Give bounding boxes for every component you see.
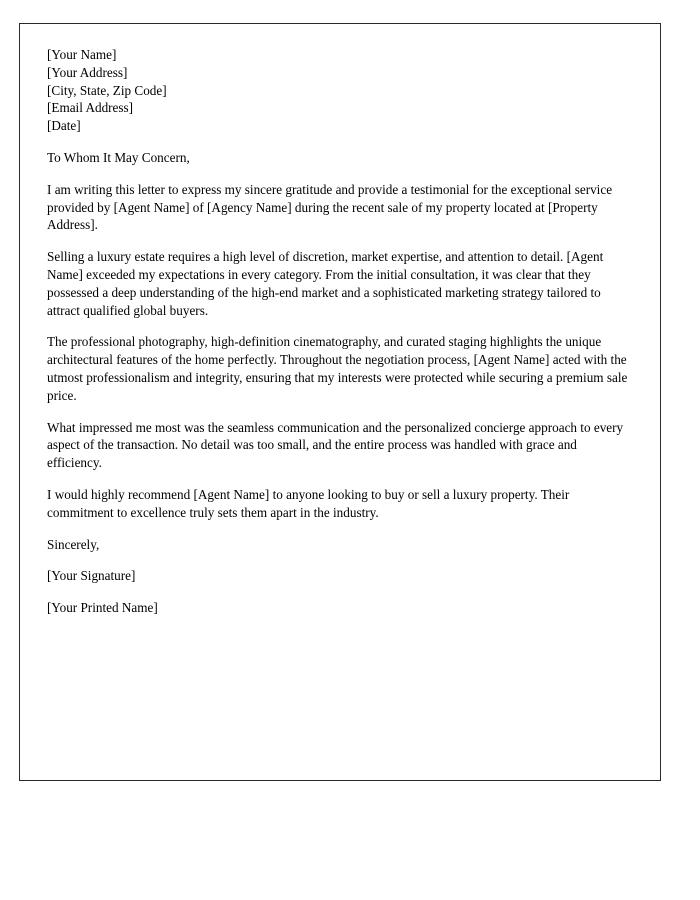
body-paragraph-1: I am writing this letter to express my sincere gratitude and provide a testimonial for the exceptional service provided by [Agent Name] of [Agency Name] during the recent sale of my property located at [Property Address]. (47, 181, 613, 233)
body-paragraph-4: What impressed me most was the seamless communication and the personalized concierge approach to every aspect of the transaction. No detail was too small, and the entire process was handled with grace and efficiency. (47, 419, 624, 471)
sender-line-address: [Your Address] (47, 64, 128, 80)
valediction: Sincerely, (47, 536, 100, 552)
printed-name-placeholder: [Your Printed Name] (47, 600, 158, 616)
sender-line-email: [Email Address] (47, 100, 134, 116)
sender-line-name: [Your Name] (47, 47, 117, 62)
body-paragraph-5: I would highly recommend [Agent Name] to anyone looking to buy or sell a luxury property. Their commitment to excellence truly sets them apart in the industry. (47, 486, 570, 520)
sender-line-date: [Date] (47, 118, 81, 134)
letter-page (19, 23, 661, 781)
salutation: To Whom It May Concern, (47, 149, 190, 165)
body-paragraph-3: The professional photography, high-definition cinematography, and curated staging highlights the unique architectural features of the home perfectly. Throughout the negotiation process, [Agent Name] acted with the utmost professionalism and integrity, ensuring that my interests were protected while securing a premium sale price. (47, 334, 628, 403)
sender-address-block (47, 46, 633, 135)
letter-content (20, 24, 660, 617)
signature-placeholder: [Your Signature] (47, 568, 136, 584)
body-paragraph-2: Selling a luxury estate requires a high level of discretion, market expertise, and attention to detail. [Agent Name] exceeded my expectations in every category. From the initial consultation, it was clear that they possessed a deep understanding of the high-end market and a sophisticated marketing strategy tailored to attract qualified global buyers. (47, 249, 604, 318)
sender-line-city-state-zip: [City, State, Zip Code] (47, 82, 167, 98)
